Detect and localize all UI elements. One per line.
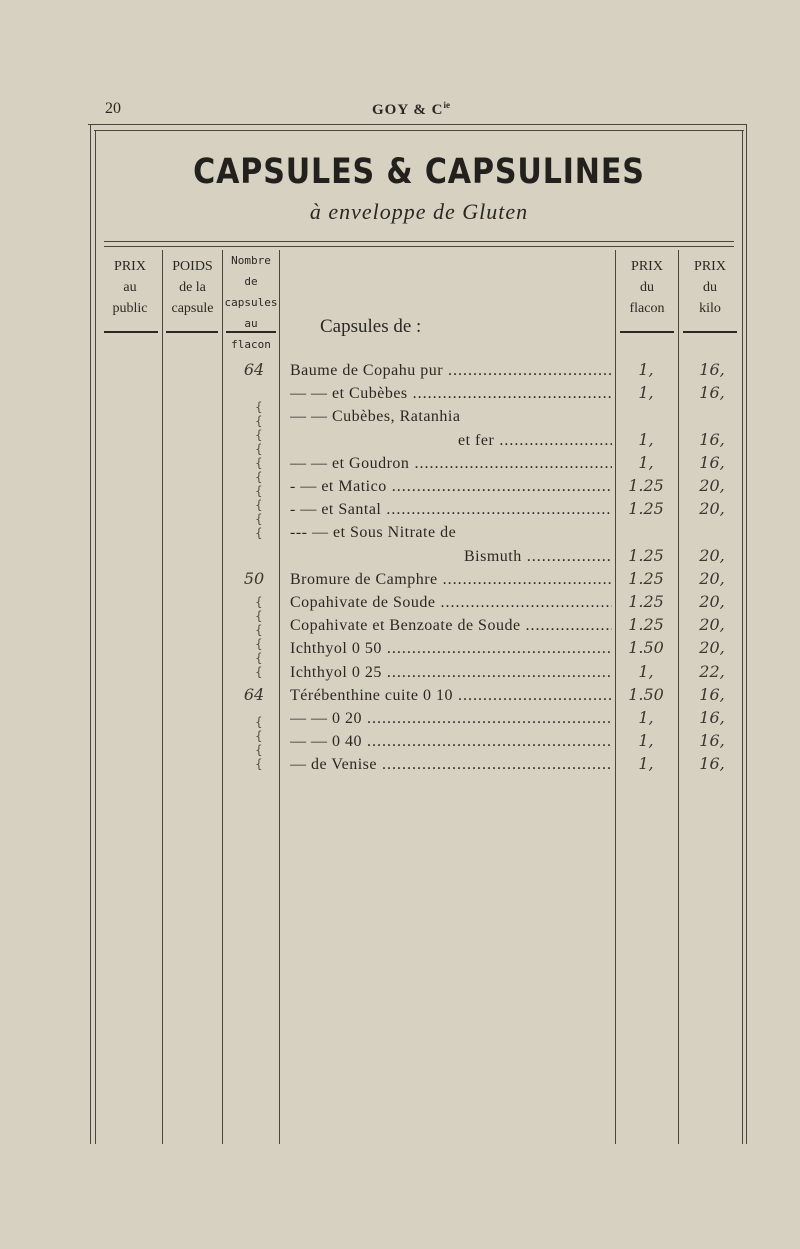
flacon-price: 1, <box>638 453 654 472</box>
flacon-price: 1.25 <box>628 476 664 495</box>
kilo-price: 22, <box>699 662 725 681</box>
title-rule-2 <box>104 246 734 247</box>
capsule-name: Bismuth ..... <box>464 548 612 566</box>
page-subtitle: à enveloppe de Gluten <box>309 199 529 224</box>
header-line: public <box>112 301 148 316</box>
header-line: de <box>244 275 258 288</box>
kilo-price: 16, <box>699 360 725 379</box>
kilo-price: 20, <box>699 546 725 565</box>
section-label: Capsules de : <box>320 316 422 337</box>
kilo-price: 20, <box>699 476 725 495</box>
header-line: kilo <box>699 301 721 316</box>
ditto-mark: { { { { { { <box>255 595 263 679</box>
kilo-price: 20, <box>699 569 725 588</box>
capsule-name: Ichthyol 0 25 ..... <box>290 664 612 682</box>
header-poids <box>163 256 222 319</box>
col-sep-3 <box>279 250 280 1144</box>
company-name: GOY & C <box>372 102 444 118</box>
flacon-price: 1.50 <box>628 685 664 704</box>
frame-left-outer <box>90 124 91 1144</box>
kilo-price: 16, <box>699 685 725 704</box>
capsule-count: 64 <box>243 685 265 704</box>
flacon-price: 1, <box>638 360 654 379</box>
kilo-price: 16, <box>699 754 725 773</box>
flacon-price: 1, <box>638 754 654 773</box>
header-line: capsule <box>171 301 214 316</box>
header-line: du <box>640 280 654 295</box>
ditto-mark: { { { { <box>255 715 263 771</box>
header-underline <box>620 331 674 333</box>
flacon-price: 1, <box>638 731 654 750</box>
company-sup: ie <box>443 100 450 110</box>
frame-right-inner <box>742 130 743 1144</box>
flacon-price: 1, <box>638 383 654 402</box>
kilo-price: 20, <box>699 615 725 634</box>
capsule-name: — — et Cubèbes ..... <box>290 385 612 403</box>
kilo-price: 20, <box>699 592 725 611</box>
title-rule-1 <box>104 241 734 242</box>
header-nombre <box>222 250 280 355</box>
capsule-name: — — 0 20 ..... <box>290 710 612 728</box>
flacon-price: 1, <box>638 430 654 449</box>
header-prix-kilo <box>679 256 741 319</box>
capsule-name: — — Cubèbes, Ratanhia <box>290 408 461 425</box>
flacon-price: 1.25 <box>628 592 664 611</box>
flacon-price: 1, <box>638 662 654 681</box>
capsule-name: et fer ..... <box>458 432 612 450</box>
capsule-name: — — et Goudron ..... <box>290 455 612 473</box>
capsule-name: — de Venise ..... <box>290 756 612 774</box>
capsule-name: - — et Matico ..... <box>290 478 612 496</box>
frame-top-rule <box>88 124 746 125</box>
ditto-mark: { { { { { { { { { { <box>255 400 263 540</box>
capsule-name: - — et Santal ..... <box>290 501 612 519</box>
header-line: PRIX <box>631 259 663 274</box>
kilo-price: 16, <box>699 731 725 750</box>
kilo-price: 16, <box>699 708 725 727</box>
flacon-price: 1, <box>638 708 654 727</box>
kilo-price: 20, <box>699 499 725 518</box>
header-line: flacon <box>629 301 665 316</box>
flacon-price: 1.50 <box>628 638 664 657</box>
capsule-name: Copahivate de Soude ..... <box>290 594 612 612</box>
flacon-price: 1.25 <box>628 499 664 518</box>
header-line: au <box>123 280 137 295</box>
header-line: PRIX <box>114 259 146 274</box>
page-title: CAPSULES & CAPSULINES <box>193 152 645 192</box>
header-underline <box>226 331 276 333</box>
frame-top-rule-inner <box>94 130 744 131</box>
header-line: du <box>703 280 717 295</box>
header-line: au flacon <box>231 317 271 351</box>
capsule-name: Térébenthine cuite 0 10 ..... <box>290 687 612 705</box>
frame-right-outer <box>746 124 747 1144</box>
header-line: capsules <box>224 296 278 309</box>
header-underline <box>683 331 737 333</box>
header-line: PRIX <box>694 259 726 274</box>
capsule-name: --- — et Sous Nitrate de <box>290 524 457 541</box>
col-sep-4 <box>615 250 616 1144</box>
capsule-name: — — 0 40 ..... <box>290 733 612 751</box>
col-sep-5 <box>678 250 679 1144</box>
page-number: 20 <box>105 100 121 117</box>
header-line: de la <box>179 280 206 295</box>
header-underline <box>166 331 218 333</box>
capsule-count: 50 <box>243 569 265 588</box>
capsule-name: Bromure de Camphre ..... <box>290 571 612 589</box>
flacon-price: 1.25 <box>628 615 664 634</box>
header-line: POIDS <box>172 259 213 274</box>
capsule-name: Baume de Copahu pur ..... <box>290 362 612 380</box>
col-sep-1 <box>162 250 163 1144</box>
kilo-price: 16, <box>699 430 725 449</box>
flacon-price: 1.25 <box>628 569 664 588</box>
header-prix-flacon <box>616 256 678 319</box>
capsule-name: Ichthyol 0 50 ..... <box>290 640 612 658</box>
header-prix-public <box>100 256 160 319</box>
flacon-price: 1.25 <box>628 546 664 565</box>
capsule-count: 64 <box>243 360 265 379</box>
header-underline <box>104 331 158 333</box>
capsule-name: Copahivate et Benzoate de Soude ..... <box>290 617 612 635</box>
running-head <box>372 100 450 119</box>
header-line: Nombre <box>231 254 271 267</box>
kilo-price: 16, <box>699 383 725 402</box>
col-sep-2 <box>222 250 223 1144</box>
kilo-price: 20, <box>699 638 725 657</box>
frame-left-inner <box>95 130 96 1144</box>
kilo-price: 16, <box>699 453 725 472</box>
